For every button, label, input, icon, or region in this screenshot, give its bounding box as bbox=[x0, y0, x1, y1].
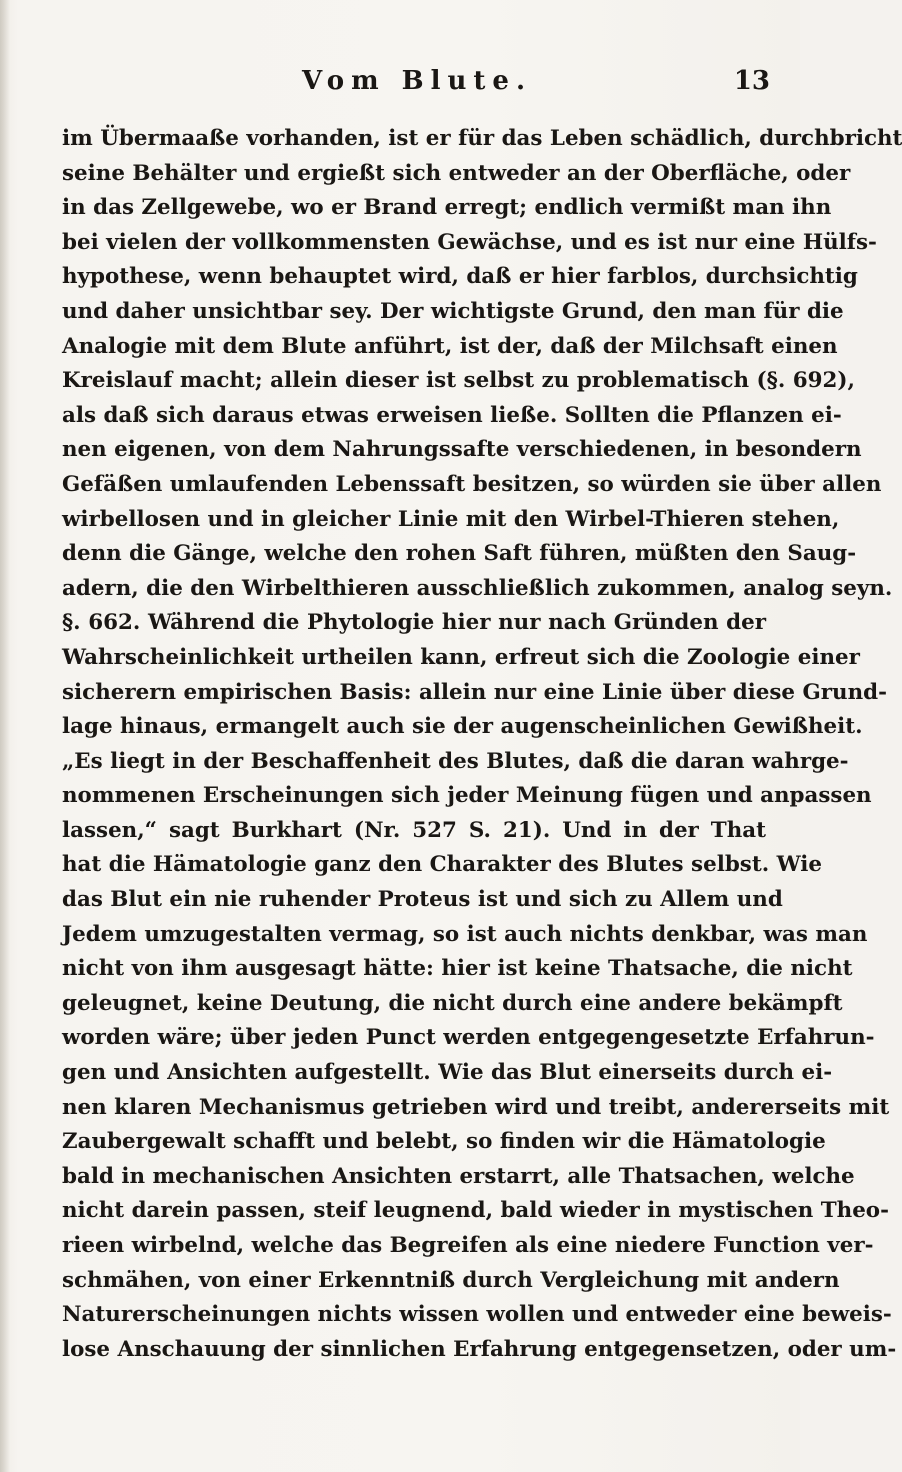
page-header bbox=[64, 66, 770, 106]
text-line: hypothese, wenn behauptet wird, daß er hier farblos, durchsichtig bbox=[62, 264, 858, 290]
text-line: nen eigenen, von dem Nahrungssafte verschiedenen, in besondern bbox=[62, 437, 862, 463]
text-line: Kreislauf macht; allein dieser ist selbst zu problematisch (§. 692), bbox=[62, 368, 855, 394]
page-number: 13 bbox=[733, 66, 770, 96]
text-line: Jedem umzugestalten vermag, so ist auch nichts denkbar, was man bbox=[62, 921, 868, 947]
text-line: als daß sich daraus etwas erweisen ließe. Sollten die Pflanzen ei- bbox=[62, 402, 842, 428]
body-text bbox=[62, 122, 902, 1367]
text-line: lage hinaus, ermangelt auch sie der augenscheinlichen Gewißheit. bbox=[62, 714, 863, 740]
text-line: Naturerscheinungen nichts wissen wollen und entweder eine beweis- bbox=[62, 1302, 892, 1328]
text-line: bei vielen der vollkommensten Gewächse, und es ist nur eine Hülfs- bbox=[62, 229, 877, 255]
text-line: nicht von ihm ausgesagt hätte: hier ist keine Thatsache, die nicht bbox=[62, 956, 853, 982]
text-line: wirbellosen und in gleicher Linie mit den Wirbel-Thieren stehen, bbox=[62, 506, 840, 532]
text-line: und daher unsichtbar sey. Der wichtigste Grund, den man für die bbox=[62, 298, 844, 324]
text-line: rieen wirbelnd, welche das Begreifen als eine niedere Function ver- bbox=[62, 1233, 874, 1258]
text-line: im Übermaaße vorhanden, ist er für das Leben schädlich, durchbricht bbox=[62, 126, 902, 151]
text-line: adern, die den Wirbelthieren ausschließlich zukommen, analog seyn. bbox=[62, 575, 893, 601]
text-line: in das Zellgewebe, wo er Brand erregt; endlich vermißt man ihn bbox=[62, 195, 832, 221]
text-line: schmähen, von einer Erkenntniß durch Vergleichung mit andern bbox=[62, 1267, 840, 1293]
text-line: gen und Ansichten aufgestellt. Wie das Blut einerseits durch ei- bbox=[62, 1060, 833, 1086]
text-line: worden wäre; über jeden Punct werden entgegengesetzte Erfahrun- bbox=[62, 1025, 875, 1051]
text-line: nicht darein passen, steif leugnend, bald wieder in mystischen Theo- bbox=[62, 1198, 889, 1224]
text-line: §. 662. Während die Phytologie hier nur nach Gründen der bbox=[62, 610, 766, 636]
text-line: nommenen Erscheinungen sich jeder Meinung fügen und anpassen bbox=[62, 783, 872, 809]
text-line: sicherern empirischen Basis: allein nur eine Linie über diese Grund- bbox=[62, 679, 887, 705]
running-title: Vom Blute. bbox=[301, 66, 533, 96]
text-line: bald in mechanischen Ansichten erstarrt, alle Thatsachen, welche bbox=[62, 1163, 855, 1189]
text-line: geleugnet, keine Deutung, die nicht durch eine andere bekämpft bbox=[62, 990, 843, 1016]
text-line: Gefäßen umlaufenden Lebenssaft besitzen, so würden sie über allen bbox=[62, 471, 882, 497]
text-line: „Es liegt in der Beschaffenheit des Blutes, daß die daran wahrge- bbox=[62, 748, 849, 774]
binding-shadow bbox=[0, 0, 10, 1472]
text-line: seine Behälter und ergießt sich entweder an der Oberfläche, oder bbox=[62, 160, 851, 186]
text-line: nen klaren Mechanismus getrieben wird und treibt, andererseits mit bbox=[62, 1094, 890, 1120]
text-line: Analogie mit dem Blute anführt, ist der, daß der Milchsaft einen bbox=[62, 333, 838, 359]
text-line: hat die Hämatologie ganz den Charakter des Blutes selbst. Wie bbox=[62, 852, 822, 878]
text-line: denn die Gänge, welche den rohen Saft führen, müßten den Saug- bbox=[62, 541, 857, 567]
text-line: lose Anschauung der sinnlichen Erfahrung entgegensetzen, oder um- bbox=[62, 1336, 897, 1362]
text-line: das Blut ein nie ruhender Proteus ist und sich zu Allem und bbox=[62, 887, 783, 913]
text-line: lassen,“ sagt Burkhart (Nr. 527 S. 21). Und in der That bbox=[62, 817, 766, 843]
text-line: Zaubergewalt schafft und belebt, so finden wir die Hämatologie bbox=[62, 1129, 826, 1155]
text-line: Wahrscheinlichkeit urtheilen kann, erfreut sich die Zoologie einer bbox=[62, 644, 860, 670]
